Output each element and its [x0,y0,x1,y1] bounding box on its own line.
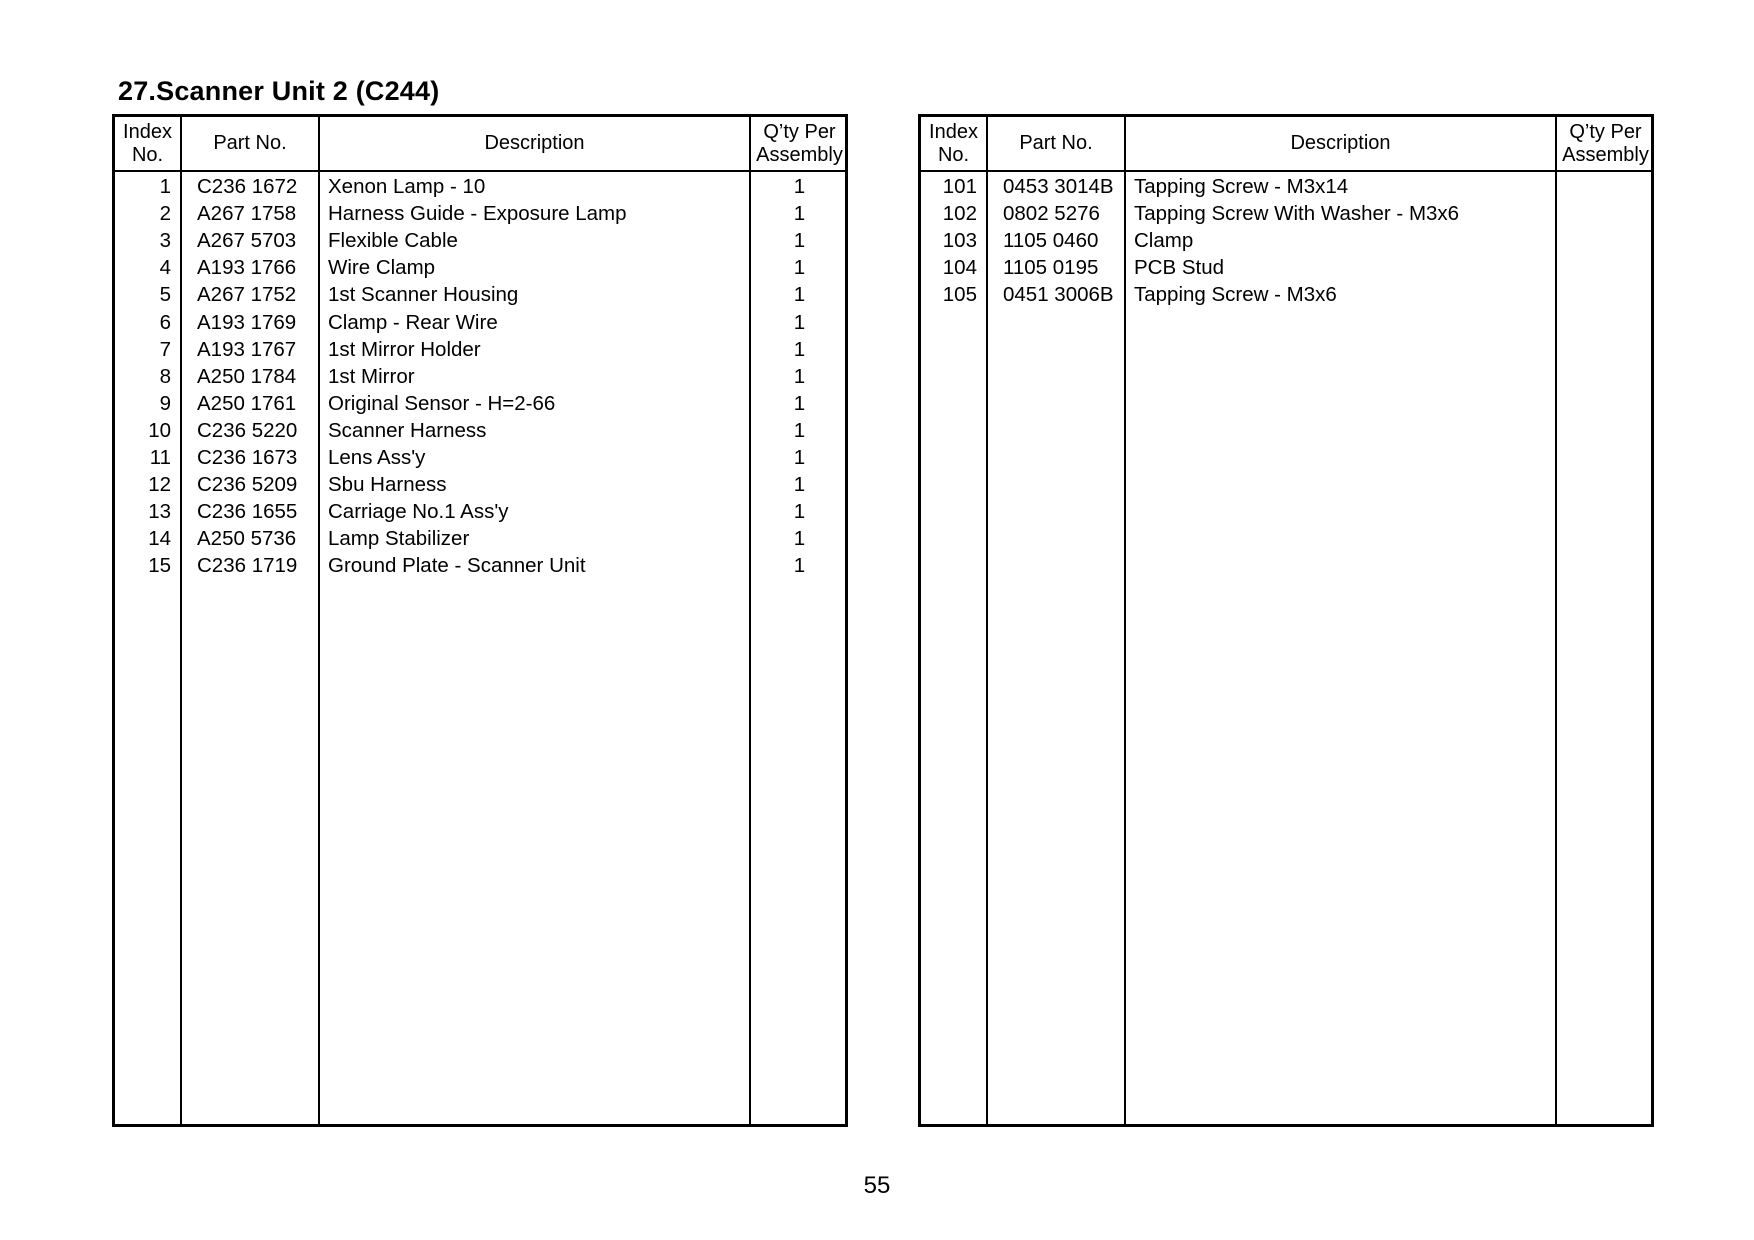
header-divider [115,170,845,172]
table-row [921,200,1651,227]
table-row [115,471,845,498]
cell-description: Lens Ass'y [328,446,426,469]
cell-description: Sbu Harness [328,473,447,497]
table-row [115,390,845,417]
cell-qty: 1 [793,473,806,497]
cell-index: 12 [148,473,171,497]
cell-part-no: A267 1752 [197,283,297,307]
cell-index: 14 [148,527,171,551]
cell-qty: 1 [793,418,806,442]
cell-index: 9 [159,391,171,415]
cell-description: Lamp Stabilizer [328,527,470,551]
table-row [921,173,1651,200]
cell-description: Wire Clamp [328,256,436,280]
cell-qty: 1 [793,175,806,198]
cell-qty: 1 [793,256,806,280]
cell-part-no: C236 1655 [197,500,298,524]
cell-qty: 1 [793,364,806,388]
cell-part-no: A193 1766 [197,256,297,280]
cell-index: 4 [159,256,171,280]
cell-index: 8 [159,364,171,388]
cell-description: 1st Mirror [328,364,415,388]
cell-qty: 1 [793,283,806,307]
cell-part-no: 0802 5276 [1003,202,1100,226]
cell-index: 3 [159,229,171,253]
header-divider [921,170,1651,172]
cell-index: 1 [159,175,171,198]
header-qty: Q’ty Per Assembly [756,120,843,166]
cell-part-no: A250 1761 [197,391,297,415]
cell-index: 15 [148,554,171,578]
cell-index: 10 [148,418,171,442]
cell-description: Carriage No.1 Ass'y [328,500,509,524]
table-row [115,200,845,227]
cell-index: 102 [942,202,977,226]
cell-index: 103 [942,229,977,253]
cell-part-no: A193 1769 [197,310,297,334]
header-description: Description [1290,132,1391,154]
cell-part-no: A267 5703 [197,229,297,253]
cell-description: Tapping Screw - M3x6 [1134,283,1337,307]
table-row [115,417,845,444]
cell-description: 1st Scanner Housing [328,283,519,307]
page-title: 27.Scanner Unit 2 (C244) [118,76,440,106]
parts-table-right [918,114,1654,1127]
cell-part-no: C236 5209 [197,473,298,497]
cell-qty: 1 [793,527,806,551]
cell-index: 2 [159,202,171,226]
table-row [115,552,845,579]
cell-index: 104 [942,256,977,280]
cell-qty: 1 [793,554,806,578]
header-part-no: Part No. [1019,132,1093,154]
cell-description: Xenon Lamp - 10 [328,175,486,198]
table-row [921,281,1651,308]
cell-index: 6 [159,310,171,334]
header-index: Index No. [929,120,978,166]
cell-qty: 1 [793,500,806,524]
cell-index: 101 [942,175,977,198]
table-row [921,227,1651,254]
cell-part-no: 0451 3006B [1003,283,1114,307]
cell-description: Original Sensor - H=2-66 [328,391,556,415]
cell-part-no: A250 5736 [197,527,297,551]
cell-part-no: 0453 3014B [1003,175,1114,198]
cell-description: Flexible Cable [328,229,458,253]
table-row [115,444,845,471]
table-row [115,227,845,254]
table-row [115,498,845,525]
table-row [921,254,1651,281]
cell-qty: 1 [793,391,806,415]
cell-description: Tapping Screw - M3x14 [1134,175,1349,198]
cell-index: 13 [148,500,171,524]
cell-part-no: A267 1758 [197,202,297,226]
header-index: Index No. [123,120,172,166]
cell-qty: 1 [793,202,806,226]
parts-table-left [112,114,848,1127]
cell-qty: 1 [793,446,806,469]
cell-part-no: 1105 0460 [1003,229,1099,253]
header-part-no: Part No. [213,132,287,154]
cell-description: 1st Mirror Holder [328,337,481,361]
cell-description: Clamp [1134,229,1194,253]
cell-part-no: C236 1673 [197,446,298,469]
cell-part-no: C236 1672 [197,175,298,198]
cell-index: 105 [942,283,977,307]
table-row [115,525,845,552]
cell-description: Ground Plate - Scanner Unit [328,554,586,578]
table-row [115,254,845,281]
table-row [115,309,845,336]
cell-part-no: C236 5220 [197,418,298,442]
cell-description: Clamp - Rear Wire [328,310,498,334]
table-row [115,363,845,390]
cell-part-no: C236 1719 [197,554,298,578]
cell-description: PCB Stud [1134,256,1225,280]
cell-qty: 1 [793,229,806,253]
cell-description: Harness Guide - Exposure Lamp [328,202,627,226]
table-row [115,336,845,363]
header-qty: Q’ty Per Assembly [1562,120,1649,166]
cell-index: 11 [149,446,171,469]
cell-part-no: A250 1784 [197,364,297,388]
header-description: Description [484,132,585,154]
table-row [115,173,845,200]
cell-index: 7 [159,337,171,361]
cell-part-no: 1105 0195 [1003,256,1099,280]
cell-description: Scanner Harness [328,418,487,442]
cell-description: Tapping Screw With Washer - M3x6 [1134,202,1460,226]
cell-qty: 1 [793,310,806,334]
cell-index: 5 [159,283,171,307]
cell-part-no: A193 1767 [197,337,297,361]
cell-qty: 1 [793,337,806,361]
table-row [115,281,845,308]
page-number: 55 [863,1172,891,1199]
